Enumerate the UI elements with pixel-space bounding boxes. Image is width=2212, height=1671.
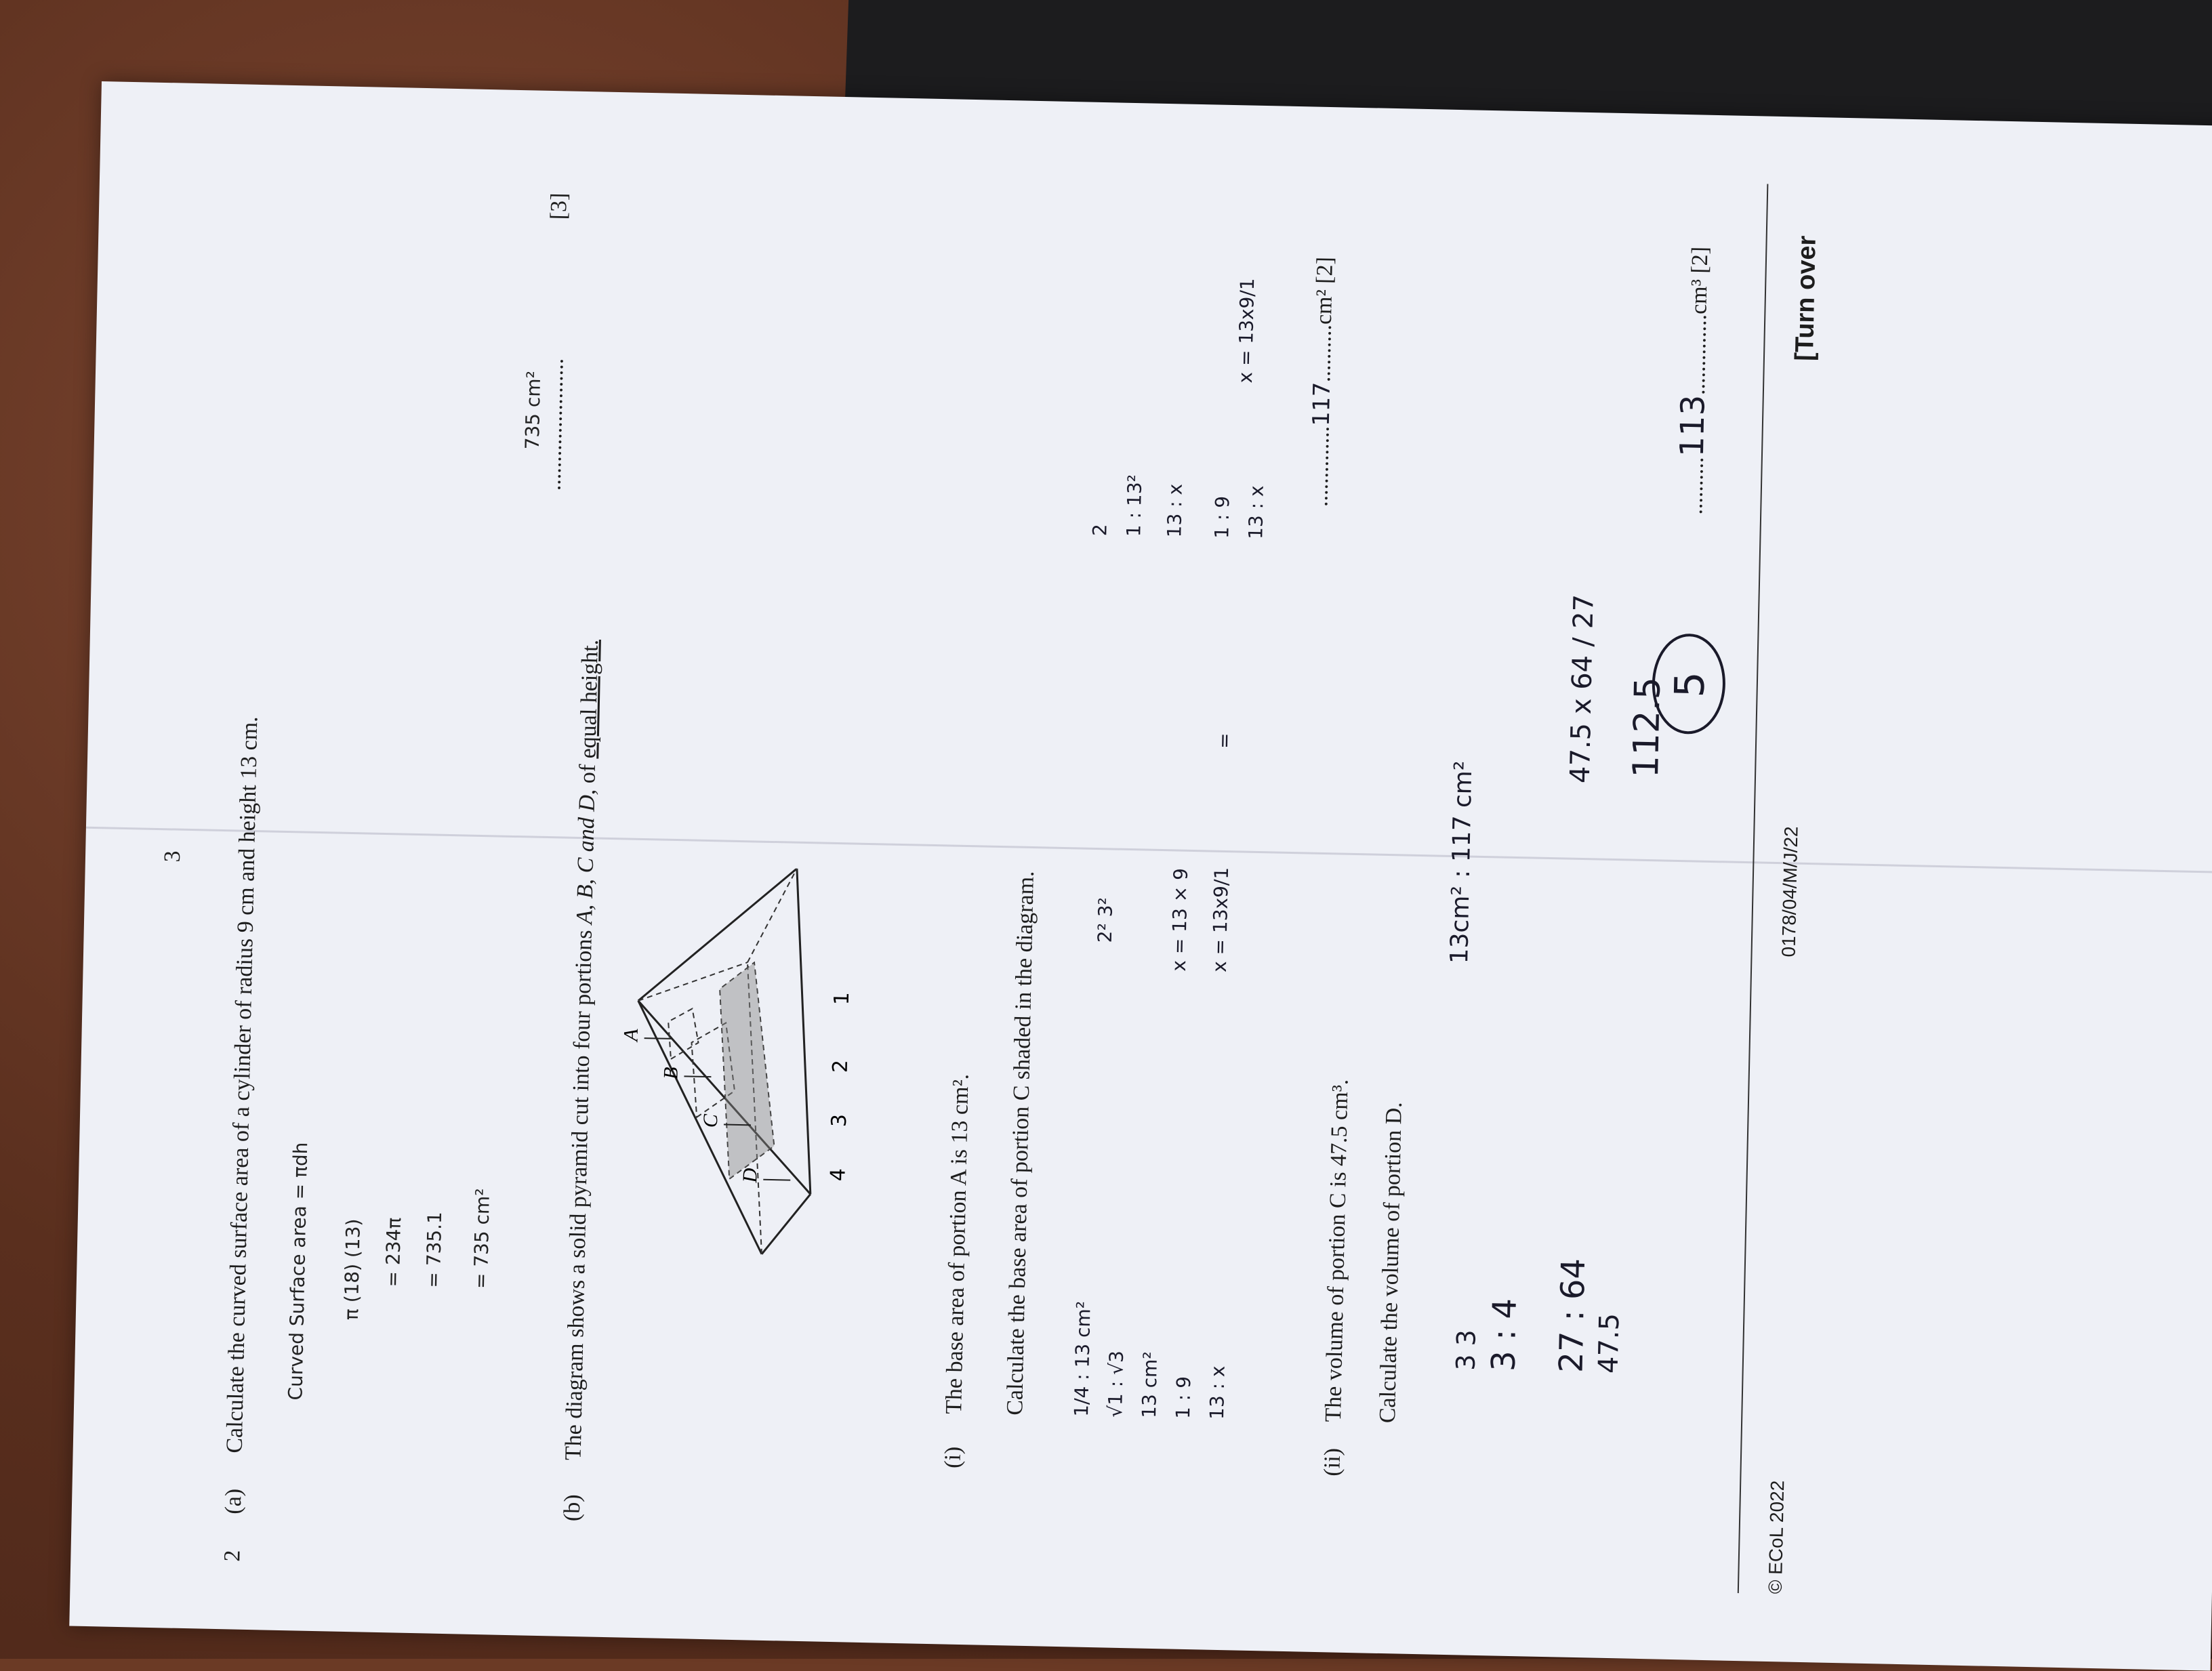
pyramid-diagram [588,865,858,1480]
work-i-line1: 1/4 : 13 cm² [1070,1300,1095,1418]
part-i-text: The base area of portion A is 13 cm². [941,1073,974,1415]
unit-ii: cm³ [1686,278,1713,315]
answer-i: 117 [1307,381,1336,427]
work-ii-line3: 27 : 64 [1552,1258,1593,1374]
arrow-c [724,1125,751,1126]
arrow-b [684,1076,711,1077]
pyramid-edge-right [638,865,797,1004]
work-i-line5: 13 : x [1206,1365,1229,1420]
pyramid-base-front [790,869,817,1195]
work-i-line10: 2 [1088,523,1111,537]
answer-line-a: ....................... [540,358,569,491]
work-ii-line2: 3 : 4 [1484,1298,1524,1372]
work-ii-line7: 112.5 [1625,676,1669,779]
work-i-line3: 13 cm² [1138,1351,1162,1419]
answer-line-i: ..............117..........cm² [2] [1307,256,1338,508]
work-i-line2: √1 : √3 [1104,1350,1128,1418]
label-b: B [659,1067,682,1080]
answer-a: 735 cm² [520,370,546,450]
pyramid-base-hidden-right [747,867,797,963]
work-ii-line6: 47.5 x 64 / 27 [1564,594,1600,784]
work-i-line12: 13 : x [1163,483,1187,538]
question-number: 2 [220,1550,245,1562]
work-a-line2: π (18) (13) [340,1218,365,1321]
work-i-line11: 1 : 13² [1122,474,1147,537]
footer-rule [1738,184,1769,1593]
shaded-portion-c [716,962,778,1180]
part-i-label: (i) [940,1446,966,1469]
work-i-line8: x = 13x9/1 [1208,867,1233,973]
work-i-line4: 1 : 9 [1172,1376,1195,1420]
marks-a: [3] [546,192,572,220]
part-ii-label: (ii) [1319,1447,1346,1477]
part-b-text-vars: A, B, C and D, [572,789,600,925]
marks-i: [2] [1312,256,1338,285]
hw-number-4: 4 [826,1168,851,1182]
score-circle-value: 5 [1666,671,1715,699]
part-a-label: (a) [220,1488,247,1514]
work-a-line5: = 735 cm² [469,1188,494,1290]
exam-paper [69,81,2212,1671]
pyramid-base-left [762,1193,811,1255]
label-d: D [739,1168,762,1183]
part-ii-text: The volume of portion C is 47.5 cm³. [1320,1079,1353,1422]
hw-number-3: 3 [827,1113,852,1128]
page-content [97,109,2212,1643]
work-i-line7: x = 13 × 9 [1167,867,1193,972]
footer-copyright: © ECoL 2022 [1764,1480,1788,1594]
label-a: A [619,1028,642,1042]
part-i-instruction: Calculate the base area of portion C shaded in the diagram. [1002,871,1039,1416]
label-c: C [699,1113,722,1128]
answer-ii: 113 [1673,394,1713,457]
part-b-text-mid: of [575,758,601,790]
page-number: 3 [159,850,186,863]
footer-code: 0178/04/M/J/22 [1778,826,1802,957]
marks-ii: [2] [1687,246,1713,274]
part-ii-instruction: Calculate the volume of portion D. [1374,1101,1407,1424]
answer-line-ii: ..........113..............cm³ [2] [1673,246,1713,515]
footer-turn-over: [Turn over [1790,235,1822,362]
cut-plane-a [668,1008,699,1060]
part-a-text: Calculate the curved surface area of a cylinder of radius 9 cm and height 13 cm. [222,716,263,1453]
work-i-line15: x = 13x9/1 [1234,278,1259,384]
part-b-text-underlined: equal height. [575,639,603,759]
hw-number-1: 1 [830,991,855,1006]
work-a-line4: = 735.1 [422,1211,447,1288]
part-b-text-prefix: The diagram shows a solid pyramid cut into four portions [560,924,598,1461]
work-ii-line4: 47.5 [1593,1313,1626,1374]
work-i-line13: 1 : 9 [1210,495,1234,539]
work-i-line14: 13 : x [1244,485,1268,540]
work-a-line3: = 234π [381,1217,405,1287]
work-i-line6: 2² 3² [1093,896,1118,943]
work-a-line1: Curved Surface area = πdh [284,1142,312,1401]
unit-i: cm² [1311,289,1337,325]
part-b-label: (b) [559,1493,586,1522]
work-i-line9: = [1212,733,1236,749]
score-circle [1647,629,1730,739]
arrow-a [644,1038,672,1039]
work-ii-line1: 3 3 [1450,1329,1481,1371]
work-ii-line5: 13cm² : 117 cm² [1446,760,1478,964]
hw-number-2: 2 [828,1059,853,1073]
